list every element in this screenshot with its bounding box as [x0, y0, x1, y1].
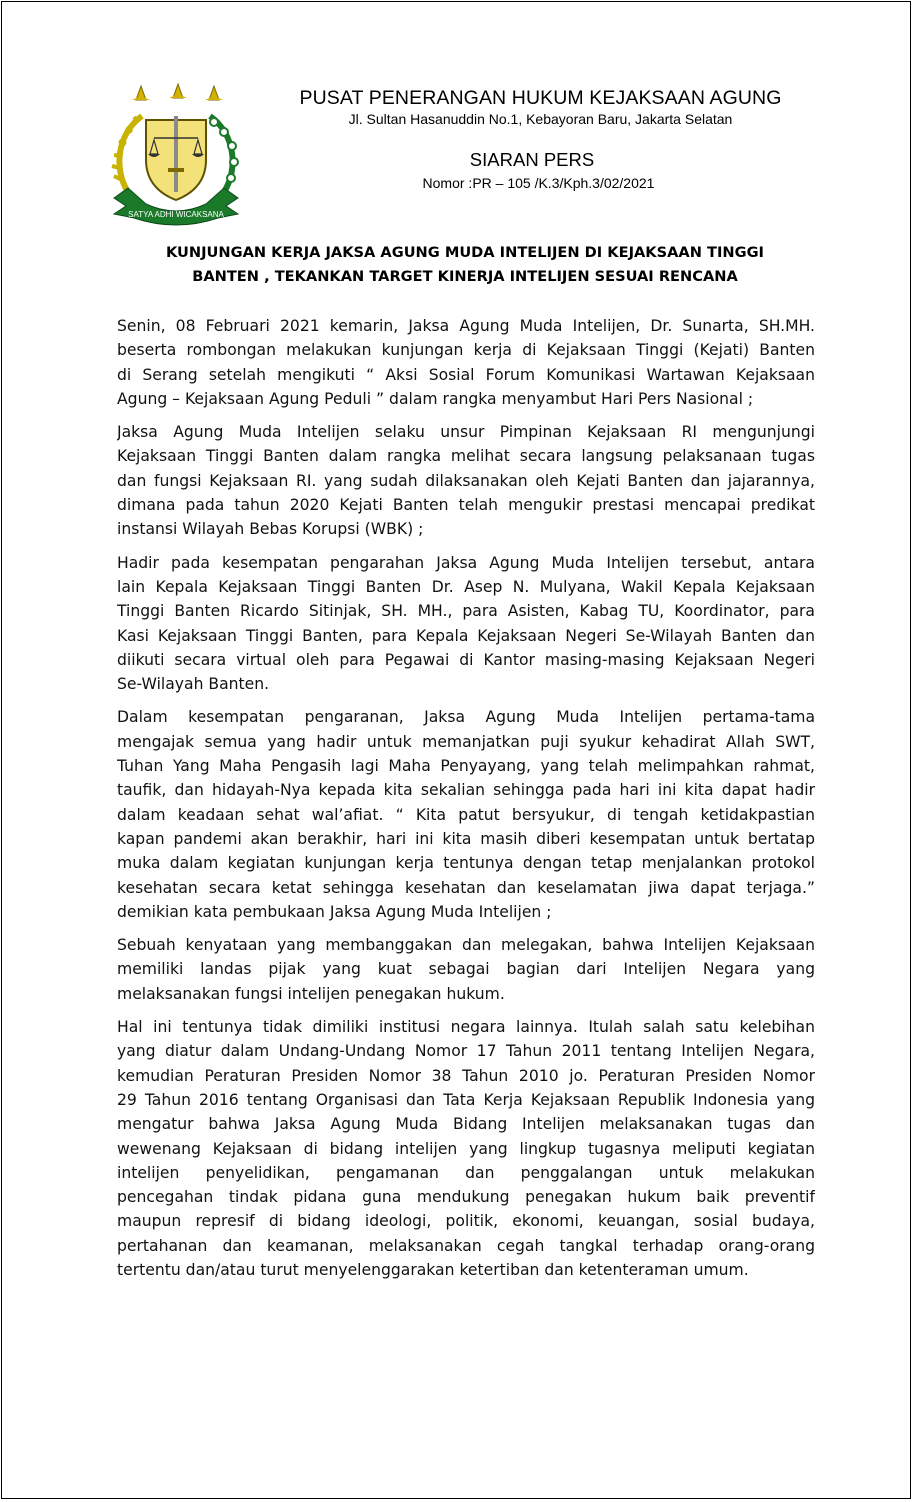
paragraph-line: diikuti secara virtual oleh para Pegawai di Kantor masing-masing Kejaksaan Negeri	[117, 650, 815, 669]
paragraph-line: dalam keadaan sehat wal’afiat. “ Kita patut bersyukur, di tengah ketidakpastian	[117, 805, 815, 824]
document-page	[1, 1, 911, 1499]
headline-line: BANTEN , TEKANKAN TARGET KINERJA INTELIJEN SESUAI RENCANA	[192, 268, 738, 285]
paragraph	[117, 314, 815, 411]
paragraph-line: yang diatur dalam Undang-Undang Nomor 17 Tahun 2011 tentang Intelijen Negara,	[117, 1042, 815, 1061]
paragraph-line: pencegahan tindak pidana guna mendukung penegakan hukum baik preventif	[117, 1188, 815, 1207]
paragraph-spacer	[117, 1006, 815, 1015]
paragraph-line: demikian kata pembukaan Jaksa Agung Muda Intelijen ;	[117, 902, 552, 921]
paragraph-line: taufik, dan hidayah-Nya kepada kita sekalian sehingga pada hari ini kita dapat hadir	[117, 781, 815, 800]
article-body	[117, 314, 815, 1282]
paragraph-line: Agung – Kejaksaan Agung Peduli ” dalam rangka menyambut Hari Pers Nasional ;	[117, 389, 754, 408]
paragraph-line: wewenang Kejaksaan di bidang intelijen yang lingkup tugasnya meliputi kegiatan	[117, 1139, 815, 1158]
press-release-headline	[122, 241, 808, 289]
paragraph-line: Hal ini tentunya tidak dimiliki institusi negara lainnya. Itulah salah satu kelebihan	[117, 1018, 815, 1037]
paragraph-line: Tuhan Yang Maha Pengasih lagi Maha Penyayang, yang telah melimpahkan rahmat,	[117, 757, 815, 776]
paragraph-spacer	[117, 696, 815, 705]
paragraph-line: intelijen penyelidikan, pengamanan dan penggalangan untuk melakukan	[117, 1163, 815, 1182]
paragraph	[117, 705, 815, 924]
paragraph-line: mengajak semua yang hadir untuk memanjatkan puji syukur kehadirat Allah SWT,	[117, 732, 815, 751]
paragraph-line: kemudian Peraturan Presiden Nomor 38 Tahun 2010 jo. Peraturan Presiden Nomor	[117, 1066, 815, 1085]
headline-line: KUNJUNGAN KERJA JAKSA AGUNG MUDA INTELIJEN DI KEJAKSAAN TINGGI	[166, 244, 764, 261]
paragraph-line: Kejaksaan Tinggi Banten dalam rangka melihat secara langsung pelaksanaan tugas	[117, 447, 815, 466]
paragraph-line: Senin, 08 Februari 2021 kemarin, Jaksa Agung Muda Intelijen, Dr. Sunarta, SH.MH.	[117, 317, 815, 335]
emblem-icon	[106, 80, 246, 228]
document-number: Nomor :PR – 105 /K.3/Kph.3/02/2021	[422, 175, 655, 191]
paragraph-line: instansi Wilayah Bebas Korupsi (WBK) ;	[117, 520, 424, 539]
paragraph-line: muka dalam kegiatan kunjungan kerja tentunya dengan tetap menjalankan protokol	[117, 854, 815, 873]
paragraph-line: di Serang setelah mengikuti “ Aksi Sosial Forum Komunikasi Wartawan Kejaksaan	[117, 365, 815, 384]
paragraph	[117, 1015, 815, 1282]
paragraph-line: Se-Wilayah Banten.	[117, 675, 270, 694]
paragraph-line: Tinggi Banten Ricardo Sitinjak, SH. MH., para Asisten, Kabag TU, Koordinator, para	[117, 602, 815, 621]
paragraph-line: beserta rombongan melakukan kunjungan kerja di Kejaksaan Tinggi (Kejati) Banten	[117, 341, 815, 360]
paragraph-spacer	[117, 411, 815, 420]
paragraph-line: lain Kepala Kejaksaan Tinggi Banten Dr. Asep N. Mulyana, Wakil Kepala Kejaksaan	[117, 577, 815, 596]
paragraph-line: maupun represif di bidang ideologi, politik, ekonomi, keuangan, sosial budaya,	[117, 1212, 815, 1231]
paragraph-line: dimana pada tahun 2020 Kejati Banten telah mengukir prestasi mencapai predikat	[117, 496, 815, 515]
paragraph-line: 29 Tahun 2016 tentang Organisasi dan Tata Kerja Kejaksaan Republik Indonesia yang	[117, 1090, 815, 1109]
paragraph	[117, 551, 815, 697]
document-type: SIARAN PERS	[469, 149, 595, 170]
paragraph-line: mengatur bahwa Jaksa Agung Muda Bidang Intelijen melaksanakan tugas dan	[117, 1115, 815, 1134]
kejaksaan-emblem-logo	[106, 80, 246, 228]
paragraph-line: kesehatan secara ketat sehingga kesehatan dan keselamatan jiwa dapat terjaga.”	[117, 878, 815, 897]
organization-address: Jl. Sultan Hasanuddin No.1, Kebayoran Baru, Jakarta Selatan	[348, 111, 733, 127]
paragraph	[117, 933, 815, 1006]
paragraph-line: kapan pandemi akan berakhir, hari ini kita masih diberi kesempatan untuk bertatap	[117, 829, 815, 848]
paragraph-line: Jaksa Agung Muda Intelijen selaku unsur Pimpinan Kejaksaan RI mengunjungi	[117, 423, 815, 442]
paragraph-line: Dalam kesempatan pengaranan, Jaksa Agung Muda Intelijen pertama-tama	[117, 708, 815, 727]
paragraph-line: dan fungsi Kejaksaan RI. yang sudah dilaksanakan oleh Kejati Banten dan jajarannya,	[117, 471, 815, 490]
paragraph-line: Hadir pada kesempatan pengarahan Jaksa Agung Muda Intelijen tersebut, antara	[117, 553, 815, 572]
paragraph-line: tertentu dan/atau turut menyelenggarakan ketertiban dan ketenteraman umum.	[117, 1260, 749, 1279]
organization-name: PUSAT PENERANGAN HUKUM KEJAKSAAN AGUNG	[299, 87, 782, 109]
paragraph-spacer	[117, 542, 815, 551]
paragraph-spacer	[117, 924, 815, 933]
paragraph-line: Sebuah kenyataan yang membanggakan dan melegakan, bahwa Intelijen Kejaksaan	[117, 936, 815, 955]
paragraph	[117, 420, 815, 541]
paragraph-line: pertahanan dan keamanan, melaksanakan cegah tangkal terhadap orang-orang	[117, 1236, 815, 1255]
logo-motto: SATYA ADHI WICAKSANA	[128, 210, 224, 219]
letterhead	[283, 87, 798, 129]
paragraph-line: melaksanakan fungsi intelijen penegakan hukum.	[117, 984, 505, 1003]
paragraph-line: Kasi Kejaksaan Tinggi Banten, para Kepala Kejaksaan Negeri Se-Wilayah Banten dan	[117, 626, 815, 645]
paragraph-line: memiliki landas pijak yang kuat sebagai bagian dari Intelijen Negara yang	[117, 960, 815, 979]
